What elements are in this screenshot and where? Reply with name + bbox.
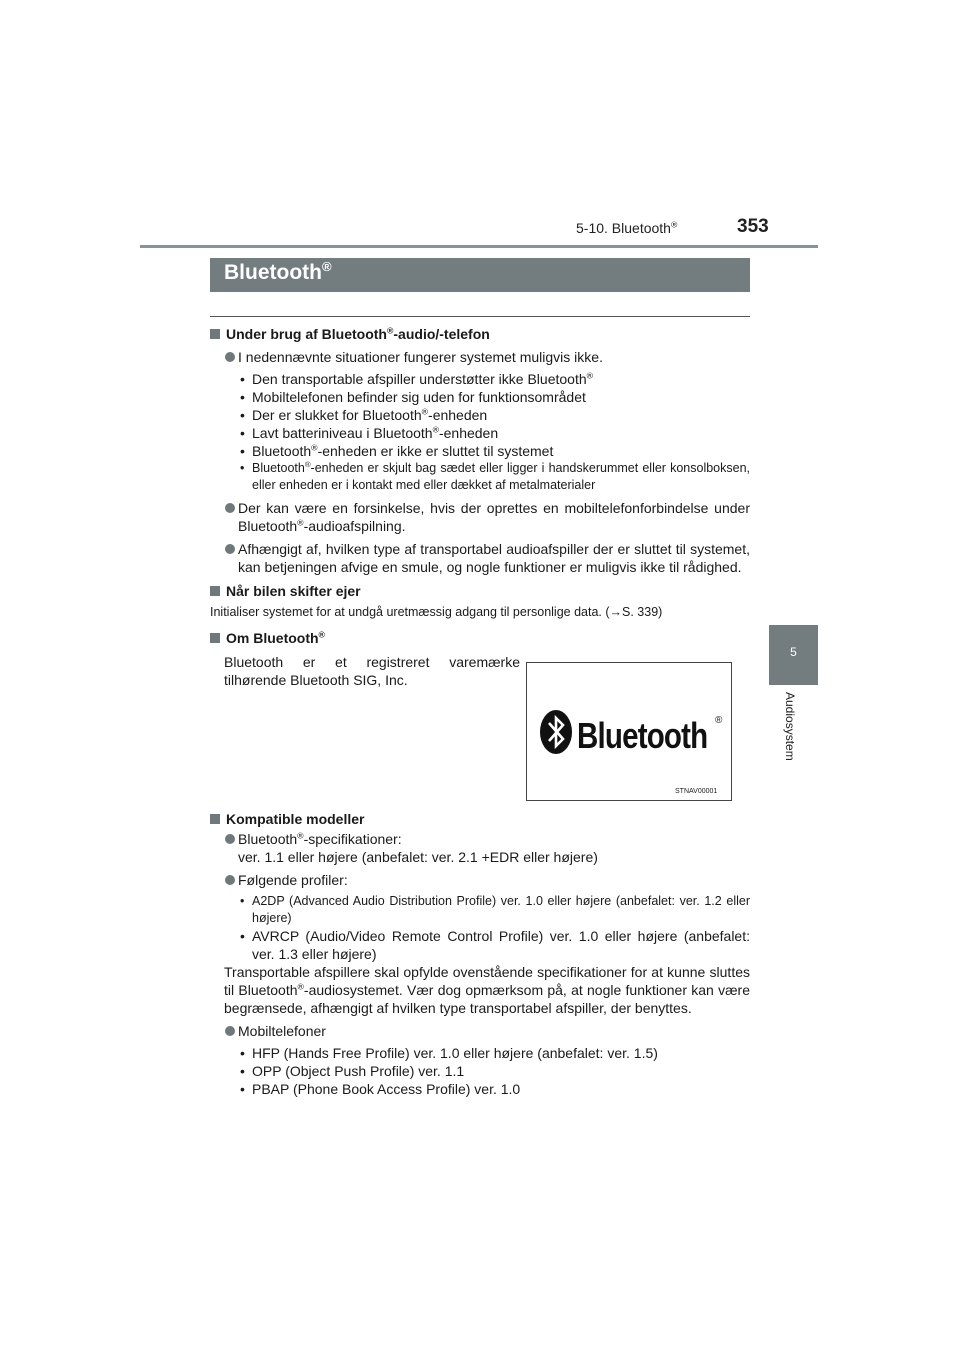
bullet-profiles: Følgende profiler: — [210, 871, 750, 889]
heading-compat: Kompatible modeller — [210, 810, 750, 828]
situation-list — [210, 370, 750, 494]
heading-usage: Under brug af Bluetooth®-audio/-telefon — [210, 325, 750, 343]
bluetooth-wordmark: Bluetooth — [577, 715, 708, 756]
list-item: • Bluetooth®-enheden er ikke er sluttet til systemet — [240, 442, 750, 460]
list-item: • OPP (Object Push Profile) ver. 1.1 — [240, 1062, 750, 1080]
about-text: Bluetooth er et registreret varemærke tilhørende Bluetooth SIG, Inc. — [224, 654, 520, 688]
list-item: • HFP (Hands Free Profile) ver. 1.0 eller højere (anbefalet: ver. 1.5) — [240, 1044, 750, 1062]
profile-list — [210, 893, 750, 963]
mobile-list — [210, 1044, 750, 1098]
transport-text: Transportable afspillere skal opfylde ovenstående specifikationer for at kunne sluttes til Bluetooth®-audiosystemet. Vær dog opmærksom på, at nogle funktioner kan være begrænsede, afhængigt af hvilken type transportabel afspiller, der benyttes. — [224, 964, 750, 1016]
bluetooth-rune-icon — [539, 709, 573, 755]
chapter-tab: 5 — [769, 625, 818, 685]
bullet-spec: Bluetooth®-specifikationer: ver. 1.1 eller højere (anbefalet: ver. 2.1 +EDR eller højere) — [210, 830, 750, 866]
heading-about: Om Bluetooth® — [210, 629, 750, 647]
header-rule — [140, 245, 818, 248]
list-item: • Mobiltelefonen befinder sig uden for funktionsområdet — [240, 388, 750, 406]
logo-registered-mark: ® — [715, 715, 723, 726]
owner-text: Initialiser systemet for at undgå uretmæssig adgang til personlige data. (→S. 339) — [210, 605, 663, 619]
list-item: • Lavt batteriniveau i Bluetooth®-enheden — [240, 424, 750, 442]
page-title: Bluetooth® — [210, 258, 750, 292]
list-item: • Den transportable afspiller understøtter ikke Bluetooth® — [240, 370, 750, 388]
page-number: 353 — [737, 216, 769, 237]
list-item: • AVRCP (Audio/Video Remote Control Profile) ver. 1.0 eller højere (anbefalet: ver. 1.3 eller højere) — [240, 927, 750, 963]
chapter-label: Audiosystem — [783, 692, 797, 761]
list-item: • PBAP (Phone Book Access Profile) ver. 1.0 — [240, 1080, 750, 1098]
bullet-player-type: Afhængigt af, hvilken type af transportabel audioafspiller der er sluttet til systemet, kan betjeningen afvige en smule, og nogle funktioner er muligvis ikke til rådighed. — [210, 540, 750, 576]
list-item: • Bluetooth®-enheden er skjult bag sædet eller ligger i handskerummet eller konsolboksen, eller enheden er i kontakt med eller dækket af metalmaterialer — [240, 460, 750, 494]
bullet-delay: Der kan være en forsinkelse, hvis der oprettes en mobiltelefonforbindelse under Bluetooth®-audioafspilning. — [210, 499, 750, 535]
list-item: • Der er slukket for Bluetooth®-enheden — [240, 406, 750, 424]
title-rule — [210, 316, 750, 317]
bluetooth-logo-figure — [526, 662, 732, 801]
bullet-mobile: Mobiltelefoner — [210, 1022, 750, 1040]
list-item: • A2DP (Advanced Audio Distribution Profile) ver. 1.0 eller højere (anbefalet: ver. 1.2 eller højere) — [240, 893, 750, 927]
bullet-situations: I nedennævnte situationer fungerer systemet muligvis ikke. — [210, 348, 750, 366]
figure-code: STNAV00001 — [675, 788, 718, 795]
heading-owner: Når bilen skifter ejer — [210, 582, 750, 600]
section-title: 5-10. Bluetooth® — [576, 219, 678, 236]
